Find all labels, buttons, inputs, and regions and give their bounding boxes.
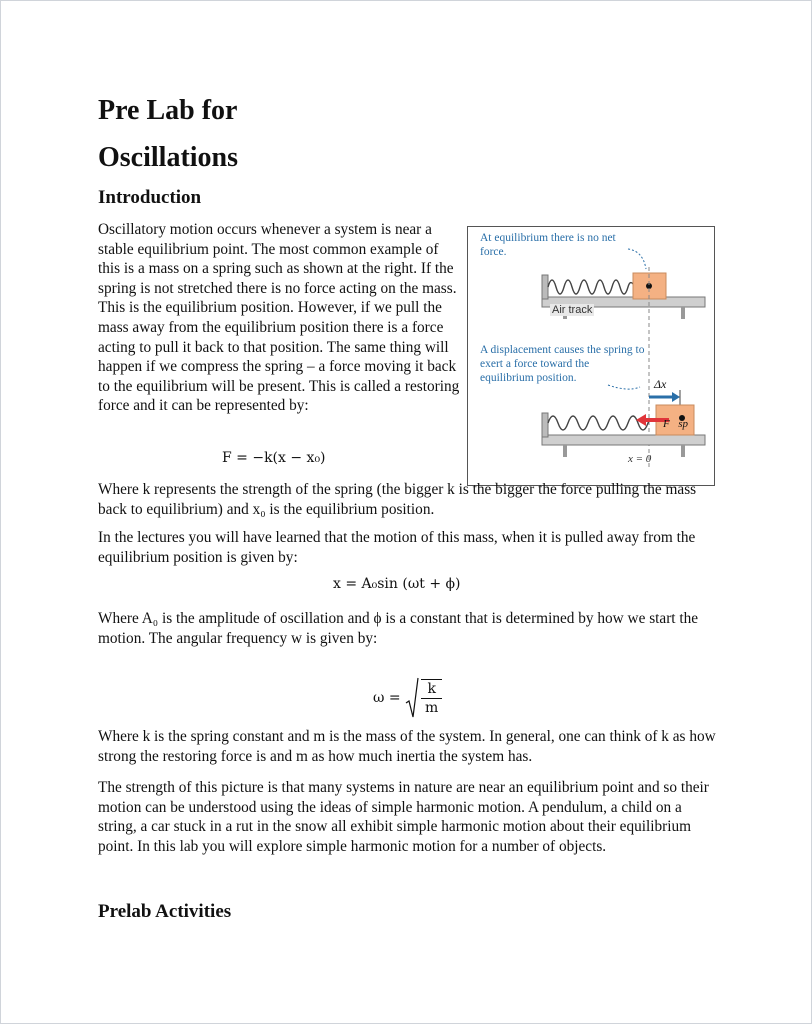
caption-pointer-top xyxy=(628,249,646,269)
caption-pointer-bottom xyxy=(608,385,640,389)
air-track-label: Air track xyxy=(552,304,593,316)
amplitude-explanation: Where A₀ is the amplitude of oscillation and ϕ is a constant that is determined by how we start the motion. The angular frequency w is given by: xyxy=(98,610,699,647)
position-equation: x = A₀sin (ωt + ϕ) xyxy=(333,576,461,592)
motion-intro-paragraph: In the lectures you will have learned that the motion of this mass, when it is pulled away from the equilibrium position is given by: xyxy=(98,529,696,566)
page-title-line-1: Pre Lab for xyxy=(98,95,238,126)
track-leg-bottom-right xyxy=(681,445,685,457)
dx-arrowhead xyxy=(672,392,680,402)
wall-bottom xyxy=(542,413,548,437)
spring-force-arrowhead xyxy=(636,414,646,426)
spring-top xyxy=(548,280,633,294)
omega-denominator: m xyxy=(425,700,439,716)
angular-frequency-equation xyxy=(373,677,442,719)
track-leg-bottom-left xyxy=(563,445,567,457)
wall-top xyxy=(542,275,548,299)
figure-caption-equilibrium: At equilibrium there is no net force. xyxy=(480,232,616,258)
track-leg-top-right xyxy=(681,307,685,319)
x-zero-label: x = 0 xyxy=(628,453,652,465)
spring-mass-explanation: Where k is the spring constant and m is the mass of the system. In general, one can think of k as how strong the restoring force is and m as how much inertia the system has. xyxy=(98,728,716,765)
figure-caption-displacement: A displacement causes the spring to exert a force toward the equilibrium position. xyxy=(480,344,645,384)
restoring-force-equation: F = −k(x − x₀) xyxy=(222,450,326,466)
displacement-label: Δx xyxy=(654,377,667,391)
omega-lhs: ω = xyxy=(373,690,406,706)
simple-harmonic-paragraph: The strength of this picture is that many systems in nature are near an equilibrium point and so their motion can be understood using the ideas of simple harmonic motion. A pendulum, a child on a string, a car stuck in a rut in the snow all exhibit simple harmonic motion about their equilibrium point. In this lab you will explore simple harmonic motion for a number of objects. xyxy=(98,779,709,855)
prelab-activities-heading: Prelab Activities xyxy=(98,901,232,922)
air-track-bottom xyxy=(542,435,705,445)
spring-force-label: F⃗sp xyxy=(663,418,689,430)
omega-fraction xyxy=(421,679,442,717)
square-root xyxy=(405,677,442,719)
page-title-line-2: Oscillations xyxy=(98,142,239,173)
introduction-heading: Introduction xyxy=(98,187,202,208)
spring-bottom-stretched xyxy=(548,416,654,430)
spring-constant-explanation: Where k represents the strength of the spring (the bigger k is the bigger the force pulling the mass back to equilibrium) and x₀ is the equilibrium position. xyxy=(98,481,697,518)
introduction-paragraph: Oscillatory motion occurs whenever a system is near a stable equilibrium point. The most common example of this is a mass on a spring such as shown at the right. If the spring is not stretched there is no force acting on the mass. This is the equilibrium position. However, if we pull the mass away from the equilibrium position there is a force acting to pull it back to that position. The same thing will happen if we compress the spring – a force moving it back to the equilibrium will be present. This is called a restoring force and it can be represented by: xyxy=(98,221,460,415)
omega-numerator: k xyxy=(421,680,442,699)
radical-sign-icon xyxy=(405,677,419,719)
spring-mass-figure xyxy=(467,226,715,486)
